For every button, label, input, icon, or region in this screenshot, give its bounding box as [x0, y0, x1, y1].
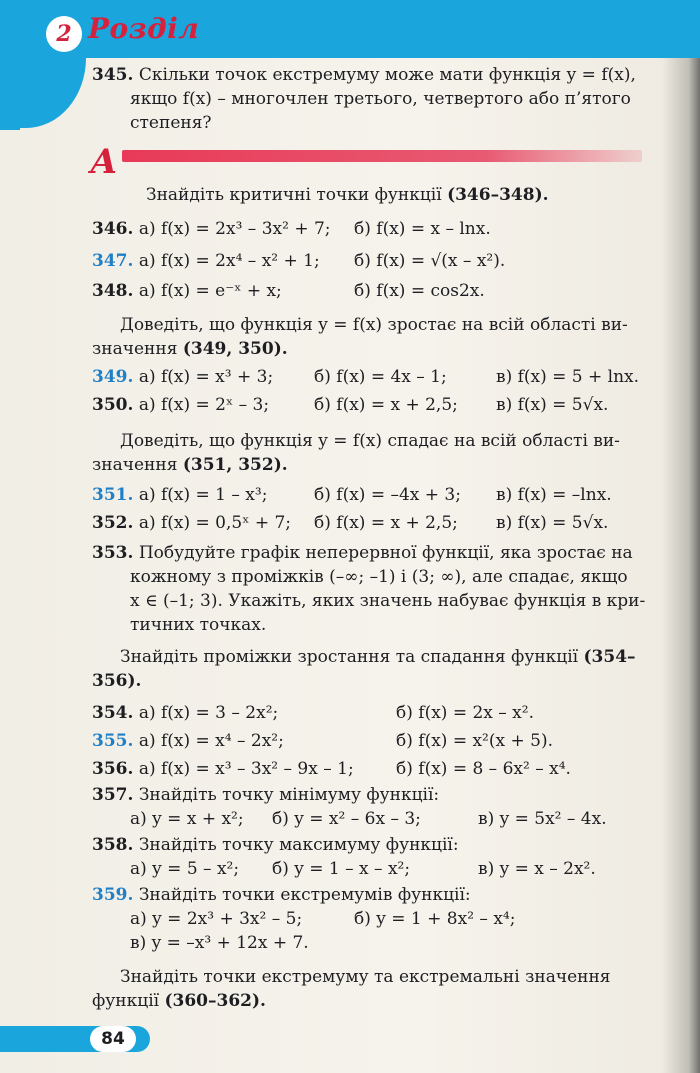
intro-range: (354– [583, 647, 636, 667]
exercise-text-line: степеня? [130, 113, 212, 133]
exercise-title: Знайдіть точки екстремумів функції: [138, 885, 471, 905]
exercise-number: 346. [92, 219, 134, 239]
page-number: 84 [90, 1026, 136, 1052]
exercise-number: 345. [92, 65, 134, 85]
exercise-359 [92, 884, 471, 906]
exercise-text-line: x ∈ (–1; 3). Укажіть, яких значень набуває функція в кри- [130, 591, 646, 611]
exercise-355 [92, 730, 284, 752]
section-intro-360-362: Знайдіть точки екстремуму та екстремальні значення [120, 967, 611, 987]
intro-range: (349, 350). [182, 339, 288, 359]
option-b: б) f(x) = √(x – x²). [354, 251, 506, 271]
exercise-350 [92, 394, 269, 416]
intro-range: (360–362). [164, 991, 266, 1011]
option-c: в) y = x – 2x². [478, 859, 596, 879]
section-intro-360-362-cont [92, 990, 266, 1012]
chapter-label: Розділ [88, 12, 200, 45]
option-b: б) y = 1 + 8x² – x⁴; [354, 909, 516, 929]
exercise-345 [92, 64, 636, 86]
intro-range-cont: 356). [92, 671, 142, 691]
exercise-354 [92, 702, 278, 724]
exercise-352 [92, 512, 291, 534]
exercise-349 [92, 366, 273, 388]
exercise-number: 352. [92, 513, 134, 533]
exercise-text-line: тичних точках. [130, 615, 267, 635]
exercise-text-line: Скільки точок екстремуму може мати функція y = f(x), [138, 65, 636, 85]
section-intro-349-350-cont [92, 338, 288, 360]
exercise-347 [92, 250, 320, 272]
exercise-number: 350. [92, 395, 134, 415]
exercise-number: 351. [92, 485, 134, 505]
exercise-title: Знайдіть точку мінімуму функції: [138, 785, 440, 805]
option-b: б) f(x) = x + 2,5; [314, 395, 458, 415]
exercise-text-line: Побудуйте графік неперервної функції, яка зростає на [138, 543, 633, 563]
option-a: а) f(x) = 1 – x³; [138, 485, 268, 505]
option-a: а) f(x) = x³ – 3x² – 9x – 1; [138, 759, 354, 779]
exercise-351 [92, 484, 267, 506]
option-b: б) f(x) = 8 – 6x² – x⁴. [396, 759, 571, 779]
chapter-number-badge: 2 [46, 16, 82, 52]
exercise-number: 349. [92, 367, 134, 387]
section-intro-351-352-cont [92, 454, 288, 476]
exercise-text-line: кожному з проміжків (–∞; –1) і (3; ∞), але спадає, якщо [130, 567, 628, 587]
exercise-358 [92, 834, 459, 856]
exercise-number: 357. [92, 785, 134, 805]
option-a: а) f(x) = 3 – 2x²; [138, 703, 279, 723]
exercise-title: Знайдіть точку максимуму функції: [138, 835, 459, 855]
option-b: б) f(x) = x – lnx. [354, 219, 491, 239]
exercise-356 [92, 758, 354, 780]
option-c: в) f(x) = 5 + lnx. [496, 367, 640, 387]
exercise-number: 348. [92, 281, 134, 301]
option-b: б) f(x) = cos2x. [354, 281, 485, 301]
option-b: б) f(x) = –4x + 3; [314, 485, 461, 505]
option-c: в) y = 5x² – 4x. [478, 809, 607, 829]
option-b: б) f(x) = x + 2,5; [314, 513, 458, 533]
exercise-346 [92, 218, 331, 240]
exercise-357 [92, 784, 439, 806]
exercise-number: 359. [92, 885, 134, 905]
option-a: а) f(x) = 2x³ – 3x² + 7; [138, 219, 331, 239]
option-a: а) y = x + x²; [130, 809, 244, 829]
exercise-number: 354. [92, 703, 134, 723]
section-intro-346-348 [146, 184, 549, 206]
option-a: а) f(x) = x⁴ – 2x²; [138, 731, 284, 751]
level-marker-letter: А [90, 142, 118, 182]
option-a: а) f(x) = 2ˣ – 3; [138, 395, 270, 415]
option-a: а) f(x) = 0,5ˣ + 7; [138, 513, 292, 533]
section-intro-354-356 [120, 646, 636, 668]
intro-text: Знайдіть проміжки зростання та спадання функції [120, 647, 579, 667]
exercise-348 [92, 280, 282, 302]
option-b: б) y = x² – 6x – 3; [272, 809, 421, 829]
option-b: б) f(x) = 4x – 1; [314, 367, 447, 387]
exercise-number: 347. [92, 251, 134, 271]
option-c: в) y = –x³ + 12x + 7. [130, 933, 309, 953]
intro-range: (346–348). [447, 185, 549, 205]
option-c: в) f(x) = –lnx. [496, 485, 612, 505]
exercise-number: 358. [92, 835, 134, 855]
exercise-number: 356. [92, 759, 134, 779]
exercise-number: 355. [92, 731, 134, 751]
option-a: а) f(x) = 2x⁴ – x² + 1; [138, 251, 320, 271]
option-a: а) y = 5 – x²; [130, 859, 240, 879]
intro-text: значення [92, 339, 178, 359]
exercise-353 [92, 542, 633, 564]
section-intro-349-350: Доведіть, що функція y = f(x) зростає на всій області ви- [120, 315, 628, 335]
option-a: а) y = 2x³ + 3x² – 5; [130, 909, 303, 929]
intro-text: Знайдіть критичні точки функції [146, 185, 442, 205]
option-a: а) f(x) = x³ + 3; [138, 367, 274, 387]
intro-range: (351, 352). [182, 455, 288, 475]
exercise-text-line: якщо f(x) – многочлен третього, четвертого або п’ятого [130, 89, 631, 109]
option-b: б) f(x) = 2x – x². [396, 703, 534, 723]
option-c: в) f(x) = 5√x. [496, 395, 609, 415]
option-b: б) f(x) = x²(x + 5). [396, 731, 553, 751]
section-intro-351-352: Доведіть, що функція y = f(x) спадає на всій області ви- [120, 431, 620, 451]
intro-text: функції [92, 991, 160, 1011]
exercise-number: 353. [92, 543, 134, 563]
option-c: в) f(x) = 5√x. [496, 513, 609, 533]
intro-text: значення [92, 455, 178, 475]
option-a: а) f(x) = e⁻ˣ + x; [138, 281, 282, 301]
option-b: б) y = 1 – x – x²; [272, 859, 411, 879]
